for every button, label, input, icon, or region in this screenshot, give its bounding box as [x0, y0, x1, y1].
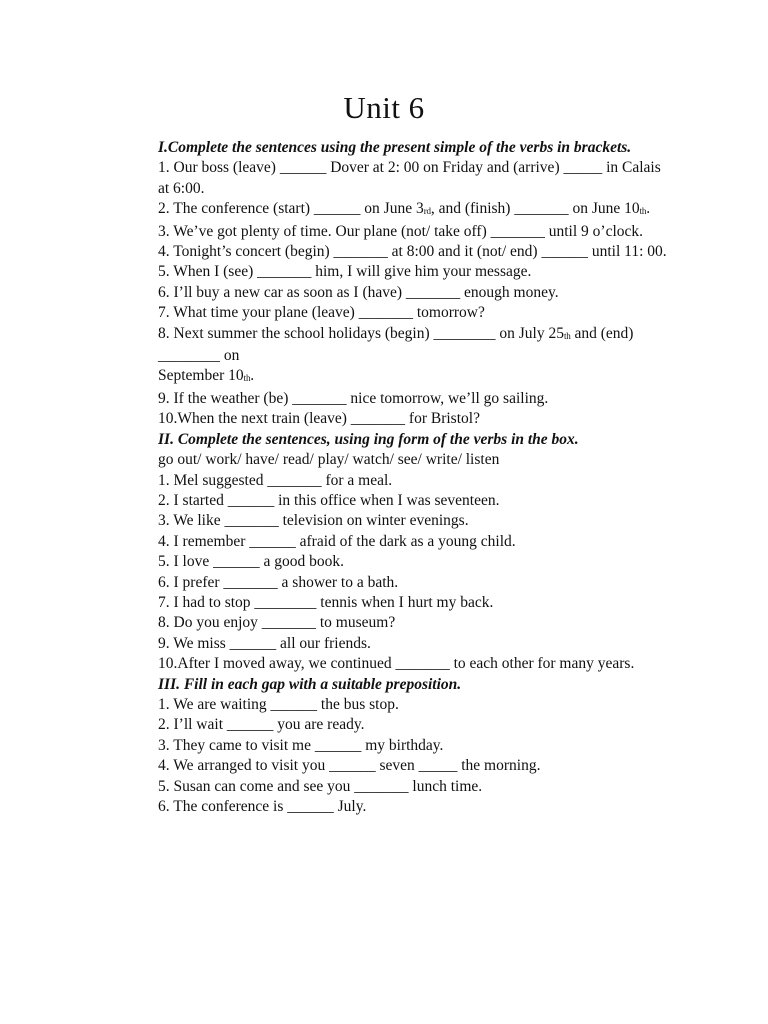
exercise-item — [158, 242, 670, 262]
exercise-item — [158, 158, 670, 199]
item-text: . — [646, 200, 651, 218]
exercise-item — [158, 303, 670, 323]
exercise-item — [158, 409, 670, 429]
section-2 — [158, 430, 670, 675]
item-text: 3. We’ve got plenty of time. Our plane (not/ take off) _______ until 9 o’clock. — [158, 222, 644, 240]
exercise-item — [158, 471, 670, 491]
item-text: 5. I love ______ a good book. — [158, 553, 344, 571]
item-text: . — [250, 367, 255, 385]
item-text: 10.After I moved away, we continued _______ to each other for many years. — [158, 655, 635, 673]
exercise-item — [158, 532, 670, 552]
page-title: Unit 6 — [343, 90, 425, 125]
ordinal-suffix: rd — [423, 206, 431, 217]
item-text: 5. When I (see) _______ him, I will give him your message. — [158, 263, 532, 281]
item-text: 4. Tonight’s concert (begin) _______ at 8:00 and it (not/ end) ______ until 11: 00. — [158, 243, 667, 261]
item-text: 4. We arranged to visit you ______ seven _____ the morning. — [158, 757, 541, 775]
item-text: 7. What time your plane (leave) _______ tomorrow? — [158, 304, 485, 322]
item-text: 5. Susan can come and see you _______ lunch time. — [158, 777, 483, 795]
exercise-item — [158, 634, 670, 654]
item-text: 9. We miss ______ all our friends. — [158, 634, 371, 652]
section-1-heading: I.Complete the sentences using the present simple of the verbs in brackets. — [158, 139, 632, 156]
exercise-item — [158, 613, 670, 633]
exercise-item — [158, 777, 670, 797]
exercise-item — [158, 283, 670, 303]
exercise-item — [158, 366, 670, 388]
section-3 — [158, 675, 670, 818]
exercise-item — [158, 324, 670, 367]
item-text: , and (finish) _______ on June 10 — [430, 200, 640, 218]
item-text: 1. Our boss (leave) ______ Dover at 2: 00 on Friday and (arrive) _____ in Calais at 6:00. — [158, 159, 661, 197]
exercise-item — [158, 262, 670, 282]
exercise-item — [158, 715, 670, 735]
item-text: 10.When the next train (leave) _______ for Bristol? — [158, 410, 480, 428]
item-text: 6. The conference is ______ July. — [158, 798, 367, 815]
exercise-item — [158, 552, 670, 572]
exercise-item — [158, 573, 670, 593]
exercise-item — [158, 389, 670, 409]
exercise-item — [158, 511, 670, 531]
item-text: 9. If the weather (be) _______ nice tomorrow, we’ll go sailing. — [158, 389, 549, 407]
item-text: 8. Next summer the school holidays (begin) ________ on July 25 — [158, 324, 564, 342]
exercise-item — [158, 199, 670, 221]
exercise-item — [158, 756, 670, 776]
exercise-item — [158, 222, 670, 242]
section-2-heading: II. Complete the sentences, using ing form of the verbs in the box. — [158, 430, 579, 448]
ordinal-suffix: th — [563, 330, 571, 341]
item-text: September 10 — [158, 367, 244, 385]
item-text: 1. We are waiting ______ the bus stop. — [158, 695, 399, 713]
item-text: and (end) ________ on — [158, 324, 634, 365]
exercise-item — [158, 654, 670, 674]
ordinal-suffix: th — [639, 206, 647, 217]
exercise-item — [158, 797, 670, 817]
ordinal-suffix: th — [243, 373, 251, 384]
item-text: 6. I prefer _______ a shower to a bath. — [158, 573, 399, 591]
section-1 — [158, 138, 670, 430]
item-text: 4. I remember ______ afraid of the dark as a young child. — [158, 532, 516, 550]
item-text: 7. I had to stop ________ tennis when I hurt my back. — [158, 593, 494, 611]
item-text: 6. I’ll buy a new car as soon as I (have) _______ enough money. — [158, 283, 559, 301]
item-text: 3. We like _______ television on winter evenings. — [158, 512, 469, 530]
section-3-heading: III. Fill in each gap with a suitable preposition. — [158, 675, 462, 693]
item-text: 1. Mel suggested _______ for a meal. — [158, 471, 393, 489]
exercise-item — [158, 736, 670, 756]
item-text: 2. The conference (start) ______ on June 3 — [158, 200, 424, 218]
item-text: 2. I started ______ in this office when I was seventeen. — [158, 491, 500, 509]
exercise-item — [158, 491, 670, 511]
exercise-item — [158, 695, 670, 715]
item-text: 2. I’ll wait ______ you are ready. — [158, 716, 365, 734]
item-text: 8. Do you enjoy _______ to museum? — [158, 614, 396, 632]
worksheet-content — [158, 138, 670, 817]
word-box: go out/ work/ have/ read/ play/ watch/ see/ write/ listen — [158, 451, 500, 469]
exercise-item — [158, 593, 670, 613]
item-text: 3. They came to visit me ______ my birthday. — [158, 736, 444, 754]
